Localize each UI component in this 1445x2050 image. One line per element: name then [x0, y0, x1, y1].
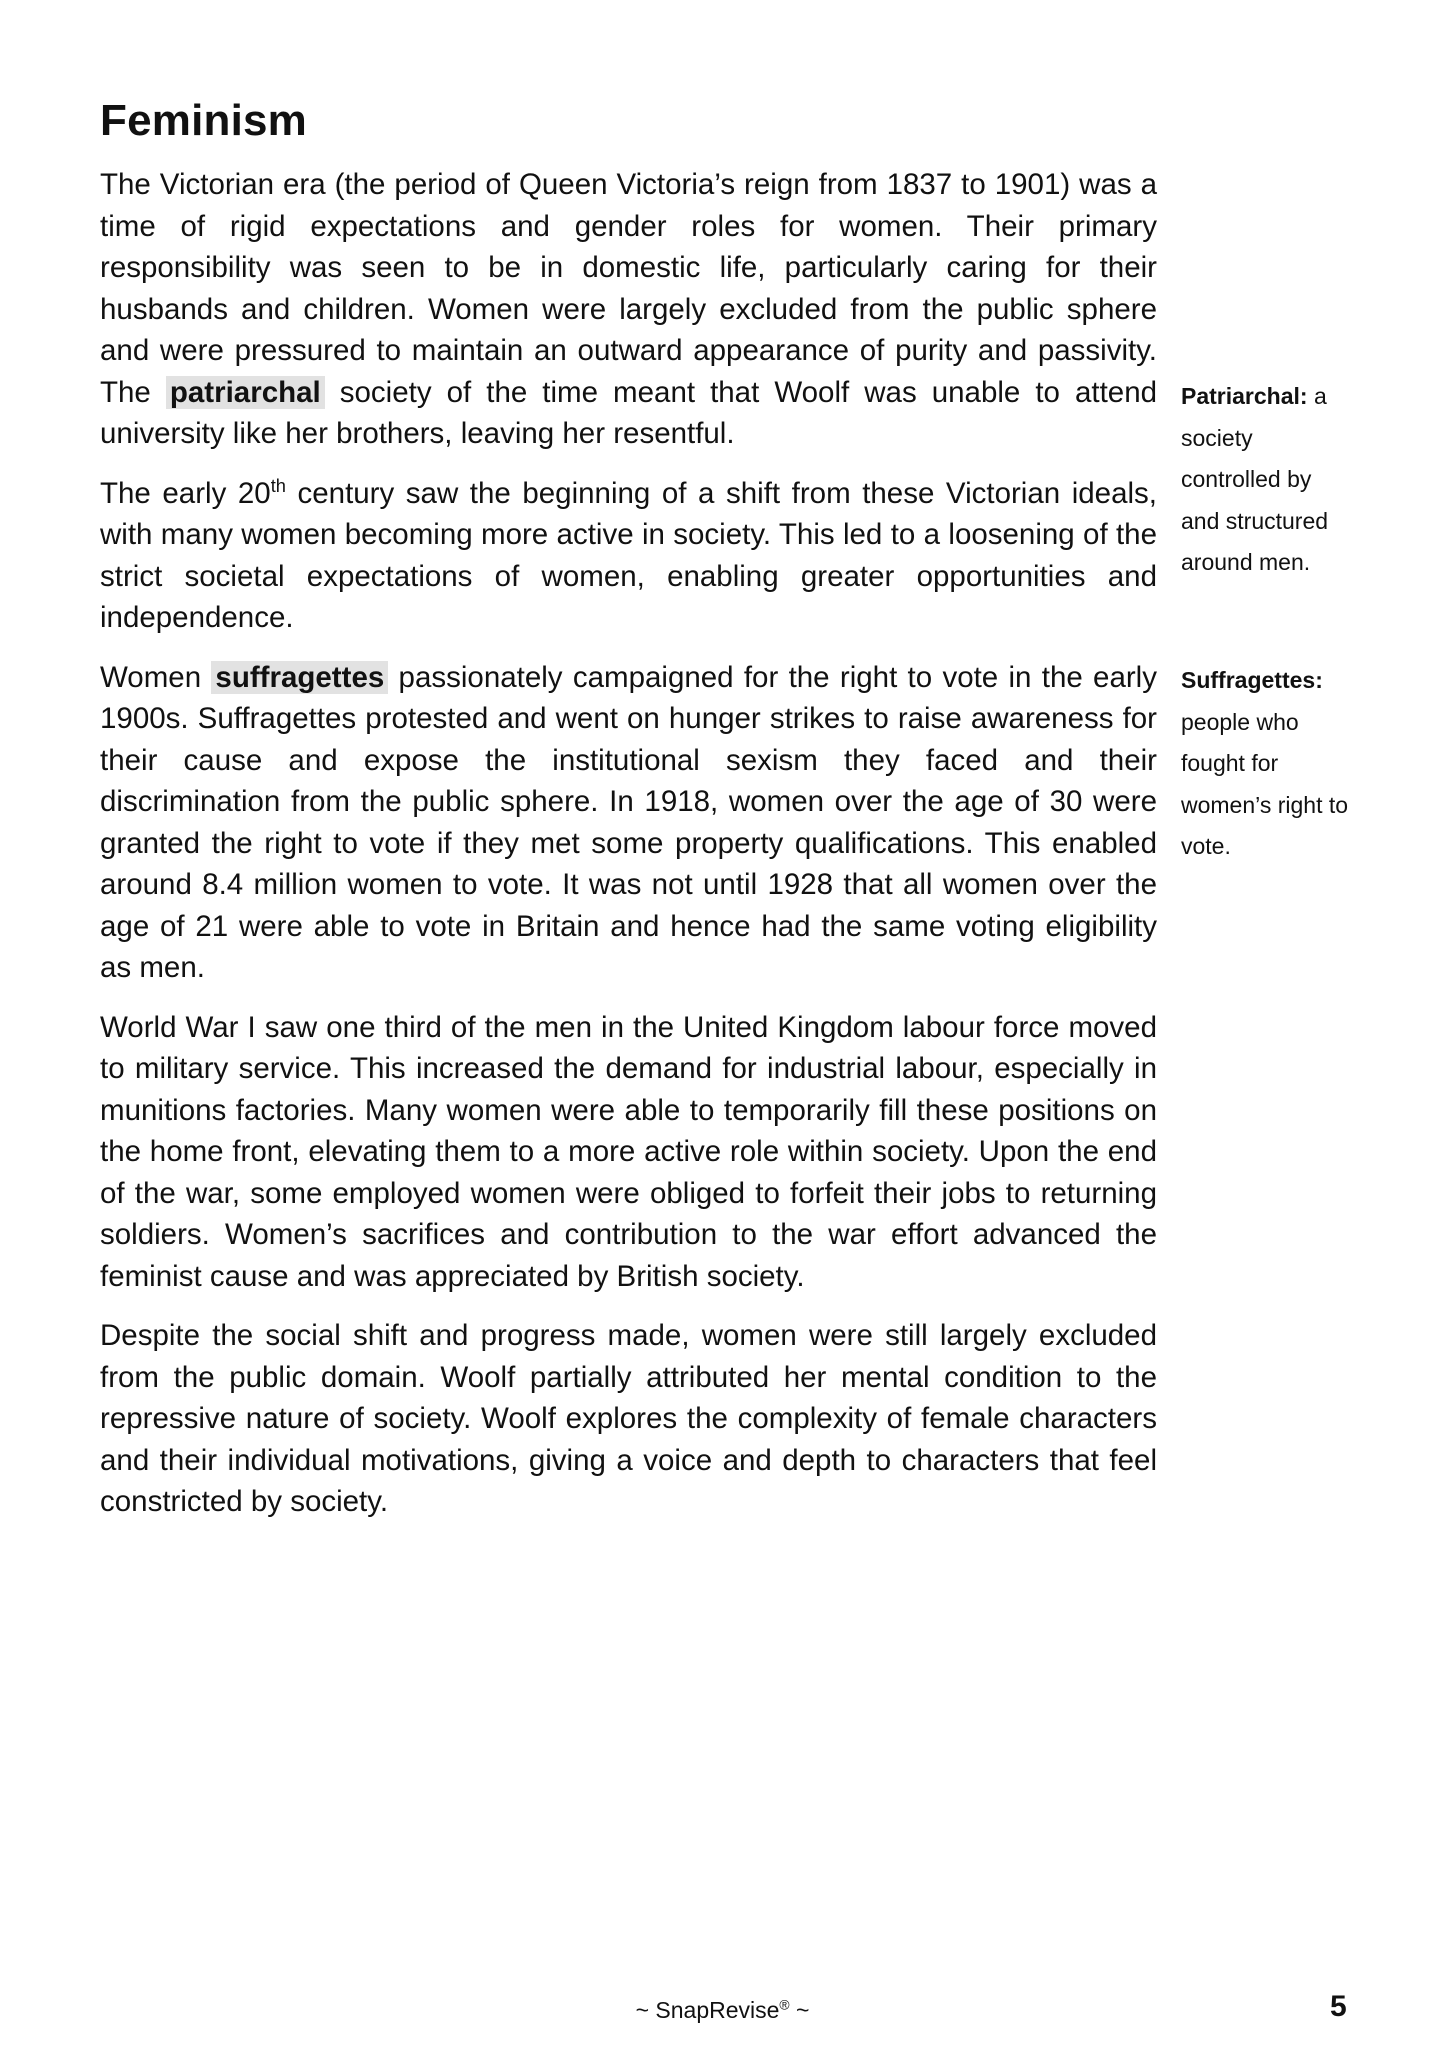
paragraph-text: Women: [100, 660, 212, 694]
highlighted-term-suffragettes: suffragettes: [211, 661, 388, 694]
brand-suffix: ~: [789, 1997, 810, 2023]
page-number: 5: [1330, 1990, 1347, 2023]
glossary-suffragettes: [1181, 660, 1351, 868]
paragraph-early-20th-century: [100, 473, 1157, 639]
paragraph-social-shift: Despite the social shift and progress made, women were still largely excluded from the public domain. Woolf partially attributed her mental condition to the repressive nature of society. Woolf explores the complexity of female characters and their individual motivations, giving a voice and depth to characters that feel constricted by society.: [100, 1319, 1157, 1518]
page-title: Feminism: [100, 96, 307, 145]
glossary-definition: people who fought for women’s right to vote.: [1181, 708, 1349, 859]
paragraph-world-war-one: World War I saw one third of the men in the United Kingdom labour force moved to military service. This increased the demand for industrial labour, especially in munitions factories. Many women were able to temporarily fill these positions on the home front, elevating them to a more active role within society. Upon the end of the war, some employed women were obliged to forfeit their jobs to returning soldiers. Women’s sacrifices and contribution to the war effort advanced the feminist cause and was appreciated by British society.: [100, 1010, 1157, 1293]
ordinal-superscript: th: [270, 474, 286, 496]
paragraph-text: The Victorian era (the period of Queen Victoria’s reign from 1837 to 1901) was a time of rigid expectations and gender roles for women. Their primary responsibility was seen to be in domestic life, particularly caring for their husbands and children. Women were largely excluded from the public sphere and were pressured to maintain an outward appearance of purity and passivity. The: [100, 168, 1157, 409]
highlighted-term-patriarchal: patriarchal: [166, 376, 325, 409]
paragraph-victorian-era: [100, 164, 1157, 455]
glossary-definition: a society controlled by and structured around men.: [1181, 383, 1329, 575]
glossary-term: Patriarchal:: [1181, 383, 1308, 409]
glossary-term: Suffragettes:: [1181, 667, 1323, 693]
brand-text: ~ SnapRevise: [635, 1997, 780, 2023]
paragraph-text: century saw the beginning of a shift from these Victorian ideals, with many women becoming more active in society. This led to a loosening of the strict societal expectations of women, enabling greater opportunities and independence.: [100, 476, 1157, 634]
paragraph-text: passionately campaigned for the right to vote in the early 1900s. Suffragettes protested and went on hunger strikes to raise awareness for their cause and expose the institutional sexism they faced and their discrimination from the public sphere. In 1918, women over the age of 30 were granted the right to vote if they met some property qualifications. This enabled around 8.4 million women to vote. It was not until 1928 that all women over the age of 21 were able to vote in Britain and hence had the same voting eligibility as men.: [100, 660, 1157, 984]
paragraph-suffragettes: [100, 657, 1157, 989]
paragraph-text: The early 20: [100, 476, 271, 510]
glossary-patriarchal: [1181, 376, 1351, 584]
registered-mark: ®: [779, 1997, 790, 2013]
footer-brand: [0, 1997, 1445, 2024]
paragraph-text: society of the time meant that Woolf was unable to attend university like her brothers, leaving her resentful.: [100, 375, 1158, 450]
main-content: [100, 164, 1157, 1541]
